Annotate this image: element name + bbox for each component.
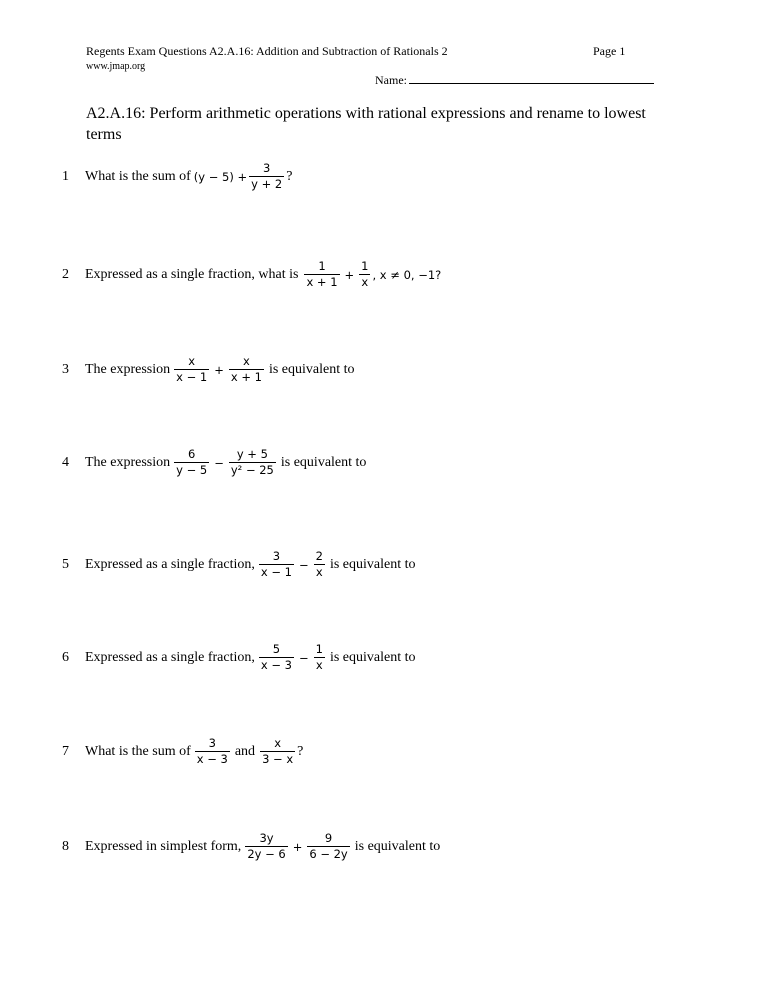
fraction [304, 260, 339, 289]
numerator: 9 [324, 831, 333, 845]
numerator: 1 [361, 259, 369, 273]
question-number: 2 [62, 266, 69, 282]
question-text: Expressed in simplest form, [85, 838, 242, 854]
operator: − [298, 650, 309, 665]
denominator: x [361, 275, 369, 289]
numerator: 2 [315, 549, 323, 563]
numerator: x [188, 354, 196, 368]
question-7 [62, 737, 303, 766]
question-end: is equivalent to [329, 556, 416, 572]
fraction [245, 832, 287, 861]
operator: + [214, 362, 224, 377]
name-field [375, 71, 654, 88]
operator: + [344, 267, 355, 282]
denominator: 6 − 2y [309, 847, 348, 861]
fraction [359, 260, 370, 289]
operator: − [214, 455, 224, 470]
page-number: Page 1 [593, 44, 626, 58]
question-number: 6 [62, 649, 69, 665]
operator: + [292, 839, 303, 854]
numerator: 3y [259, 831, 274, 845]
numerator: x [274, 736, 281, 750]
numerator: x [243, 354, 250, 368]
question-6 [62, 643, 418, 672]
fraction [249, 162, 284, 191]
fraction [174, 355, 209, 384]
question-end: ? [286, 168, 293, 184]
question-text: What is the sum of [85, 743, 191, 759]
section-heading: A2.A.16: Perform arithmetic operations with rational expressions and rename to lowest terms [86, 105, 646, 143]
fraction [174, 448, 209, 477]
question-number: 5 [62, 556, 69, 572]
question-2 [62, 260, 441, 289]
question-number: 4 [62, 454, 69, 470]
math-term: (y − 5) + [193, 169, 248, 184]
question-number: 7 [62, 743, 69, 759]
question-4 [62, 448, 369, 477]
question-text: The expression [85, 361, 171, 377]
numerator: 3 [208, 736, 216, 750]
question-text: What is the sum of [85, 168, 191, 184]
question-text: Expressed as a single fraction, [85, 649, 255, 665]
question-3 [62, 355, 358, 384]
numerator: 1 [315, 642, 323, 656]
fraction [307, 832, 349, 861]
question-end: is equivalent to [329, 649, 416, 665]
denominator: y − 5 [176, 463, 208, 477]
question-8 [62, 832, 443, 861]
numerator: 1 [318, 259, 326, 273]
question-number: 3 [62, 361, 69, 377]
name-blank-line [409, 71, 654, 84]
question-1 [62, 162, 292, 191]
fraction [229, 355, 264, 384]
denominator: y² − 25 [230, 463, 274, 477]
fraction [259, 550, 294, 579]
question-end: is equivalent to [280, 454, 367, 470]
question-text: Expressed as a single fraction, what is [85, 266, 299, 282]
name-label: Name: [375, 73, 407, 87]
denominator: x + 1 [230, 370, 262, 384]
denominator: x − 1 [260, 565, 292, 579]
denominator: x − 1 [176, 370, 208, 384]
site-url: www.jmap.org [86, 61, 146, 72]
numerator: 5 [272, 642, 281, 656]
question-end: is equivalent to [268, 361, 355, 377]
question-number: 8 [62, 838, 69, 854]
numerator: y + 5 [236, 447, 268, 461]
fraction [260, 737, 295, 766]
operator: − [298, 557, 309, 572]
denominator: 3 − x [262, 752, 294, 766]
question-5 [62, 550, 418, 579]
numerator: 3 [262, 161, 271, 175]
question-end: ? [297, 743, 304, 759]
denominator: x [315, 565, 323, 579]
denominator: x [315, 658, 323, 672]
question-end: is equivalent to [354, 838, 441, 854]
fraction [229, 448, 276, 477]
numerator: 3 [272, 549, 281, 563]
denominator: y + 2 [251, 177, 283, 191]
question-text: The expression [85, 454, 171, 470]
document-title: Regents Exam Questions A2.A.16: Addition and Subtraction of Rationals 2 [86, 44, 448, 58]
denominator: 2y − 6 [247, 847, 286, 861]
denominator: x − 3 [196, 752, 228, 766]
question-number: 1 [62, 168, 69, 184]
fraction [259, 643, 294, 672]
question-text: Expressed as a single fraction, [85, 556, 255, 572]
conjunction: and [234, 743, 256, 759]
domain-condition: , x ≠ 0, −1? [372, 267, 442, 282]
denominator: x − 3 [260, 658, 292, 672]
fraction [195, 737, 230, 766]
fraction [314, 550, 325, 579]
denominator: x + 1 [306, 275, 338, 289]
numerator: 6 [188, 447, 196, 461]
fraction [314, 643, 325, 672]
